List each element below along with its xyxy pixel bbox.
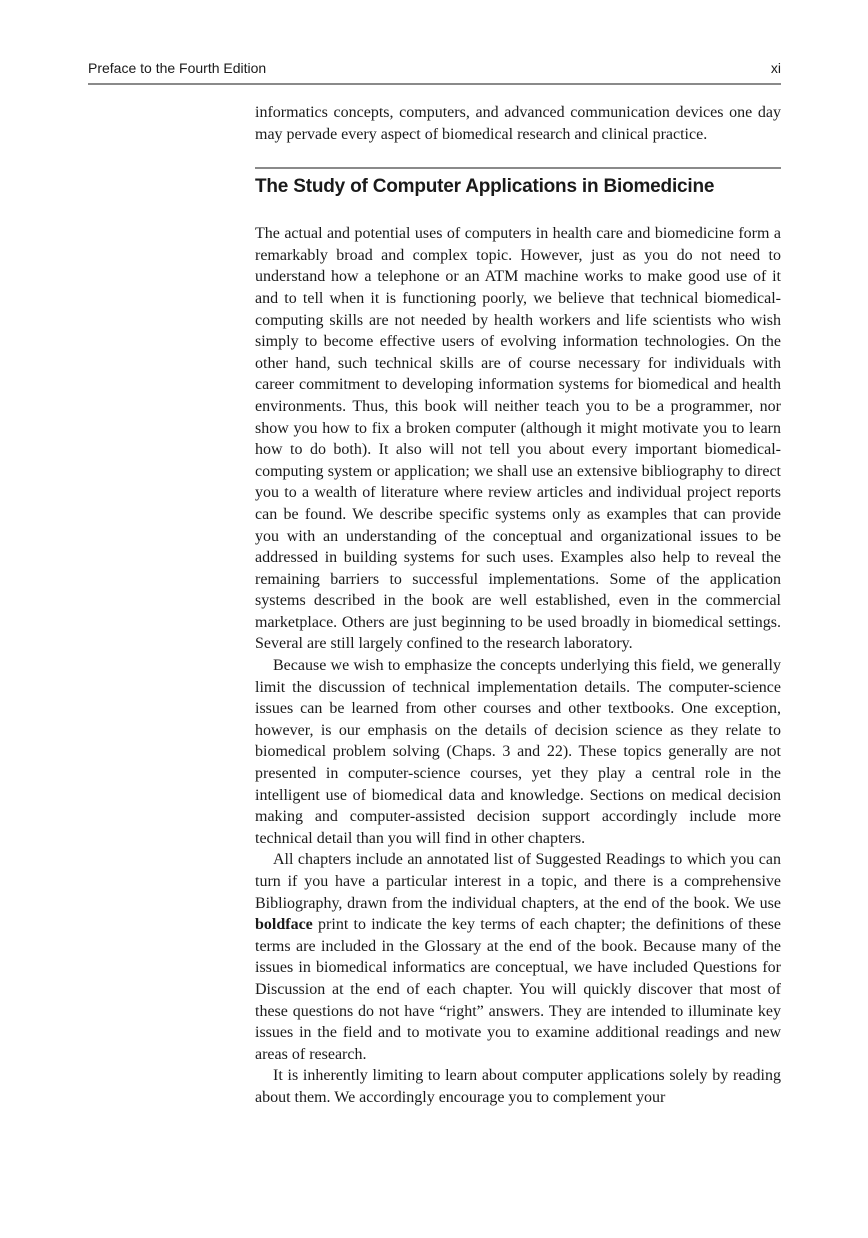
running-head-title: Preface to the Fourth Edition — [88, 60, 267, 76]
paragraph-3-part-2: print to indicate the key terms of each chapter; the definitions of these terms are included in the Glossary at the end of the book. Because many of the issues in biomedical informatics are conceptual, we have included Questions for Discussion at the end of each chapter. You will quickly discover that most of these questions do not have “right” answers. They are intended to illuminate key issues in the field and to motivate you to examine additional readings and new areas of research. — [255, 916, 781, 1063]
paragraph-1: The actual and potential uses of computers in health care and biomedicine form a remarkably broad and complex topic. However, just as you do not need to understand how a telephone or an ATM machine works to make good use of it and to tell when it is functioning poorly, we believe that technical biomedical-computing skills are not needed by health workers and life scientists who wish simply to become effective users of evolving information technologies. On the other hand, such technical skills are of course necessary for individuals with career commitment to developing information systems for biomedical and health environments. Thus, this book will neither teach you to be a programmer, nor show you how to fix a broken computer (although it might motivate you to learn how to do both). It also will not tell you about every important biomedical-computing system or application; we shall use an extensive bibliography to direct you to a wealth of literature where review articles and individual project reports can be found. We describe specific systems only as examples that can provide you with an understanding of the conceptual and organizational issues to be addressed in building systems for such uses. Examples also help to reveal the remaining barriers to successful implementations. Some of the application systems described in the book are well established, even in the commercial marketplace. Others are just beginning to be used broadly in biomedical settings. Several are still largely confined to the research laboratory. — [255, 225, 781, 653]
page-number: xi — [770, 60, 781, 76]
paragraph-3 — [255, 849, 781, 1065]
paragraph-4: It is inherently limiting to learn about computer applications solely by reading about them. We accordingly encourage you to complement your — [255, 1067, 781, 1106]
intro-paragraph: informatics concepts, computers, and advanced communication devices one day may pervade every aspect of biomedical research and clinical practice. — [255, 104, 781, 143]
section-body — [255, 223, 781, 1108]
paragraph-3-part-1: All chapters include an annotated list of Suggested Readings to which you can turn if you have a particular interest in a topic, and there is a comprehensive Bibliography, drawn from the individual chapters, at the end of the book. We use — [255, 851, 781, 912]
text-column — [255, 102, 781, 1109]
section-rule — [255, 167, 781, 169]
header-rule — [88, 83, 781, 85]
paragraph-2: Because we wish to emphasize the concepts underlying this field, we generally limit the discussion of technical implementation details. The computer-science issues can be learned from other courses and other textbooks. One exception, however, is our emphasis on the details of decision science as they relate to biomedical problem solving (Chaps. 3 and 22). These topics generally are not presented in computer-science courses, yet they play a central role in the intelligent use of biomedical data and knowledge. Sections on medical decision making and computer-assisted decision support accordingly include more technical detail than you will find in other chapters. — [255, 657, 781, 847]
section-heading: The Study of Computer Applications in Biomedicine — [255, 176, 715, 198]
running-head — [88, 58, 781, 80]
boldface-term: boldface — [255, 916, 313, 934]
